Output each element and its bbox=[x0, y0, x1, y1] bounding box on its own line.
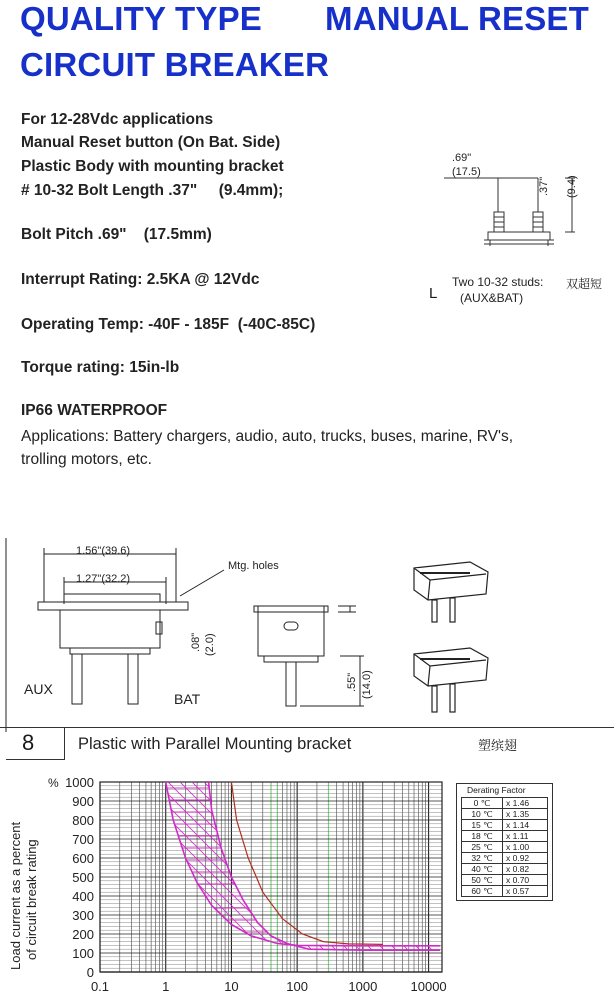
title-line1-left: QUALITY TYPE bbox=[20, 0, 262, 37]
x-tick-label: 0.1 bbox=[90, 979, 110, 994]
dim-overall: 1.56"(39.6) bbox=[76, 545, 131, 557]
section-number-box bbox=[6, 727, 65, 760]
stud-length-in: .37" bbox=[538, 176, 550, 196]
y-tick-label: 1000 bbox=[65, 775, 94, 790]
derating-temp: 0 ℃ bbox=[462, 798, 503, 809]
x-tick-labels bbox=[91, 979, 447, 994]
x-tick-label: 10 bbox=[224, 979, 239, 994]
x-tick-label: 100 bbox=[286, 979, 309, 994]
stud-pitch-mm: (17.5) bbox=[452, 166, 481, 178]
x-tick-label: 10000 bbox=[410, 979, 447, 994]
derating-title: Derating Factor bbox=[467, 785, 526, 795]
stud-pitch-in: .69" bbox=[452, 152, 472, 164]
dim-mtg-holes: Mtg. holes bbox=[228, 560, 279, 572]
dim-stud-mm: (14.0) bbox=[361, 670, 373, 699]
spec-voltage: For 12-28Vdc applications bbox=[21, 111, 214, 128]
title-line2: CIRCUIT BREAKER bbox=[20, 46, 330, 83]
section-divider bbox=[0, 727, 614, 728]
derating-row bbox=[462, 831, 548, 842]
derating-factor: x 1.14 bbox=[503, 820, 548, 831]
dimension-drawing bbox=[0, 532, 614, 732]
derating-row bbox=[462, 809, 548, 820]
derating-row bbox=[462, 853, 548, 864]
trip-band bbox=[166, 782, 441, 950]
derating-row bbox=[462, 798, 548, 809]
derating-factor: x 0.70 bbox=[503, 875, 548, 886]
stud-note-bracket: L bbox=[429, 285, 438, 302]
y-tick-label: 400 bbox=[72, 889, 94, 904]
y-tick-label: 700 bbox=[72, 832, 94, 847]
title-line1-right: MANUAL RESET bbox=[325, 0, 589, 37]
y-axis-label-line2: of circuit break rating bbox=[24, 839, 39, 960]
derating-row bbox=[462, 842, 548, 853]
derating-row bbox=[462, 875, 548, 886]
derating-temp: 15 ℃ bbox=[462, 820, 503, 831]
section-number: 8 bbox=[22, 730, 35, 755]
stud-note-cn: 双超短 bbox=[566, 277, 603, 291]
spec-interrupt: Interrupt Rating: 2.5KA @ 12Vdc bbox=[21, 271, 260, 288]
y-tick-labels bbox=[65, 775, 94, 980]
dim-aux-label: AUX bbox=[24, 681, 53, 697]
dim-stud-in: .55" bbox=[346, 672, 358, 692]
spec-reset: Manual Reset button (On Bat. Side) bbox=[21, 134, 281, 151]
y-tick-label: 200 bbox=[72, 927, 94, 942]
spec-torque: Torque rating: 15in-lb bbox=[21, 359, 180, 376]
dim-bat-label: BAT bbox=[174, 691, 201, 707]
derating-temp: 32 ℃ bbox=[462, 853, 503, 864]
derating-row bbox=[462, 886, 548, 897]
derating-table bbox=[461, 797, 548, 897]
derating-temp: 50 ℃ bbox=[462, 875, 503, 886]
y-tick-label: 500 bbox=[72, 870, 94, 885]
derating-temp: 60 ℃ bbox=[462, 886, 503, 897]
y-tick-label: 100 bbox=[72, 946, 94, 961]
y-tick-label: 300 bbox=[72, 908, 94, 923]
stud-note-line2: (AUX&BAT) bbox=[460, 291, 524, 305]
chart-grid bbox=[100, 782, 442, 972]
x-tick-label: 1 bbox=[162, 979, 170, 994]
spec-applications-line2: trolling motors, etc. bbox=[21, 451, 152, 468]
derating-box bbox=[456, 783, 553, 901]
derating-factor: x 0.92 bbox=[503, 853, 548, 864]
dim-flange-mm: (2.0) bbox=[204, 633, 216, 656]
x-tick-label: 1000 bbox=[348, 979, 378, 994]
dim-hole-pitch: 1.27"(32.2) bbox=[76, 573, 131, 585]
spec-temperature: Operating Temp: -40F - 185F (-40C-85C) bbox=[21, 316, 316, 333]
spec-waterproof: IP66 WATERPROOF bbox=[21, 402, 168, 419]
y-tick-label: 600 bbox=[72, 851, 94, 866]
spec-applications-line1: Applications: Battery chargers, audio, auto, trucks, buses, marine, RV's, bbox=[21, 428, 514, 445]
derating-factor: x 1.00 bbox=[503, 842, 548, 853]
derating-factor: x 0.57 bbox=[503, 886, 548, 897]
derating-temp: 25 ℃ bbox=[462, 842, 503, 853]
trip-band-fill bbox=[166, 782, 441, 950]
section-label: Plastic with Parallel Mounting bracket bbox=[78, 735, 352, 753]
stud-length-mm: (9.4) bbox=[566, 175, 578, 198]
y-tick-label: 900 bbox=[72, 794, 94, 809]
derating-temp: 10 ℃ bbox=[462, 809, 503, 820]
spec-body: Plastic Body with mounting bracket bbox=[21, 158, 284, 175]
spec-bolt-pitch: Bolt Pitch .69" (17.5mm) bbox=[21, 226, 212, 243]
section-cn: 塑缤翅 bbox=[478, 739, 518, 754]
stud-drawing bbox=[440, 172, 590, 252]
derating-temp: 18 ℃ bbox=[462, 831, 503, 842]
spec-bolt-length: # 10-32 Bolt Length .37" (9.4mm); bbox=[21, 182, 284, 199]
y-axis-label-line1: Load current as a percent bbox=[8, 821, 23, 970]
derating-factor: x 1.35 bbox=[503, 809, 548, 820]
stud-note-line1: Two 10-32 studs: bbox=[452, 275, 544, 289]
dim-flange-in: .08" bbox=[190, 632, 202, 652]
derating-factor: x 1.46 bbox=[503, 798, 548, 809]
y-axis-unit: % bbox=[48, 776, 59, 790]
y-tick-label: 800 bbox=[72, 813, 94, 828]
derating-factor: x 1.11 bbox=[503, 831, 548, 842]
derating-row bbox=[462, 864, 548, 875]
y-tick-label: 0 bbox=[86, 965, 94, 980]
derating-row bbox=[462, 820, 548, 831]
derating-temp: 40 ℃ bbox=[462, 864, 503, 875]
derating-factor: x 0.82 bbox=[503, 864, 548, 875]
